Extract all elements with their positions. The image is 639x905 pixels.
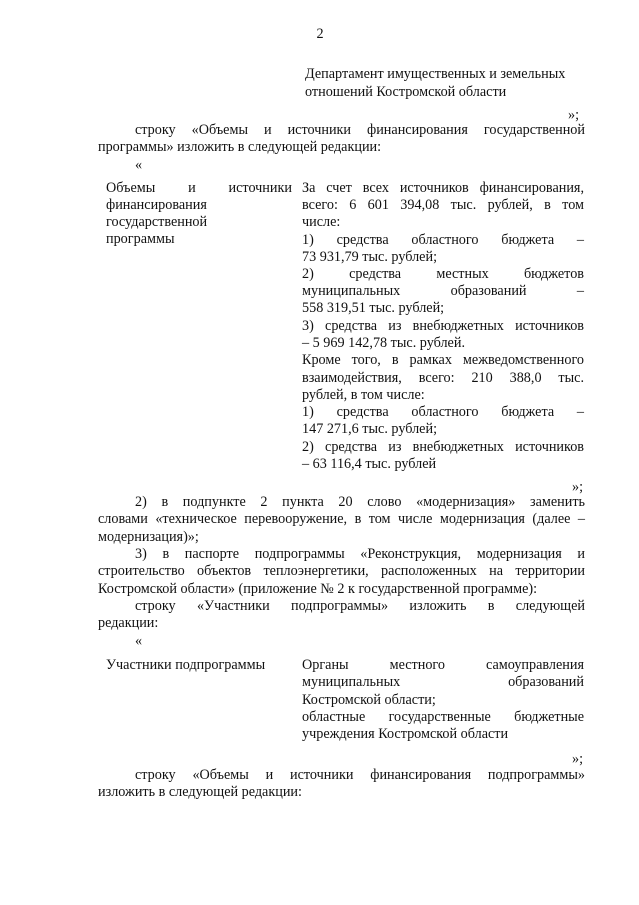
table1-right-line-2: всего: 6 601 394,08 тыс. рублей, в том <box>302 197 584 213</box>
table1-right-line-8: 558 319,51 тыс. рублей; <box>302 300 445 316</box>
table1-right-line-14: 1) средства областного бюджета – <box>302 404 584 420</box>
page-number: 2 <box>316 26 324 42</box>
paragraph-1-line-1: строку «Объемы и источники финансирования государственной <box>135 122 585 138</box>
closing-quote-3: »; <box>572 751 584 767</box>
paragraph-4-line-2: редакции: <box>98 615 159 631</box>
table1-right-line-17: – 63 116,4 тыс. рублей <box>302 456 437 472</box>
opening-quote-1: « <box>135 157 143 173</box>
table1-right-line-10: – 5 969 142,78 тыс. рублей. <box>302 335 465 351</box>
table1-right-line-4: 1) средства областного бюджета – <box>302 232 584 248</box>
table1-right-line-12: взаимодействия, всего: 210 388,0 тыс. <box>302 370 584 386</box>
table1-right-line-1: За счет всех источников финансирования, <box>302 180 584 196</box>
table2-right-line-4: областные государственные бюджетные <box>302 709 584 725</box>
paragraph-5-line-2: изложить в следующей редакции: <box>98 784 302 800</box>
paragraph-3-line-2: строительство объектов теплоэнергетики, расположенных на территории <box>98 563 585 579</box>
table1-right-line-6: 2) средства местных бюджетов <box>302 266 584 282</box>
closing-quote-1: »; <box>568 107 580 123</box>
table1-left-line-3: государственной <box>106 214 208 230</box>
table1-right-line-9: 3) средства из внебюджетных источников <box>302 318 584 334</box>
table1-left-line-2: финансирования <box>106 197 207 213</box>
department-line-1: Департамент имущественных и земельных <box>305 66 566 82</box>
table2-right-line-5: учреждения Костромской области <box>302 726 509 742</box>
table1-right-line-13: рублей, в том числе: <box>302 387 425 403</box>
paragraph-2-line-3: модернизация)»; <box>98 529 199 545</box>
paragraph-2-line-2: словами «техническое перевооружение, в том числе модернизация (далее – <box>98 511 585 527</box>
table1-left-word-2: и <box>188 180 196 196</box>
paragraph-3-line-1: 3) в паспорте подпрограммы «Реконструкция, модернизация и <box>135 546 585 562</box>
table1-right-line-5: 73 931,79 тыс. рублей; <box>302 249 438 265</box>
table1-right-line-15: 147 271,6 тыс. рублей; <box>302 421 438 437</box>
table2-right-line-3: Костромской области; <box>302 692 436 708</box>
paragraph-3-line-3: Костромской области» (приложение № 2 к государственной программе): <box>98 581 538 597</box>
table1-left-word-3: источники <box>228 180 292 196</box>
table1-left-word-1: Объемы <box>106 180 156 196</box>
table1-left-line-4: программы <box>106 231 175 247</box>
paragraph-1-line-2: программы» изложить в следующей редакции: <box>98 139 382 155</box>
table1-right-line-7: муниципальных образований – <box>302 283 584 299</box>
closing-quote-2: »; <box>572 479 584 495</box>
paragraph-5-line-1: строку «Объемы и источники финансирования подпрограммы» <box>135 767 585 783</box>
table1-right-line-11: Кроме того, в рамках межведомственного <box>302 352 584 368</box>
table1-right-line-3: числе: <box>302 214 341 230</box>
opening-quote-2: « <box>135 633 143 649</box>
table1-right-line-16: 2) средства из внебюджетных источников <box>302 439 584 455</box>
table2-right-line-2: муниципальных образований <box>302 674 584 690</box>
table2-left: Участники подпрограммы <box>106 657 266 673</box>
table1-left-line-1 <box>106 180 292 197</box>
table2-right-line-1: Органы местного самоуправления <box>302 657 584 673</box>
paragraph-4-line-1: строку «Участники подпрограммы» изложить в следующей <box>135 598 585 614</box>
paragraph-2-line-1: 2) в подпункте 2 пункта 20 слово «модернизация» заменить <box>135 494 585 510</box>
department-line-2: отношений Костромской области <box>305 84 507 100</box>
